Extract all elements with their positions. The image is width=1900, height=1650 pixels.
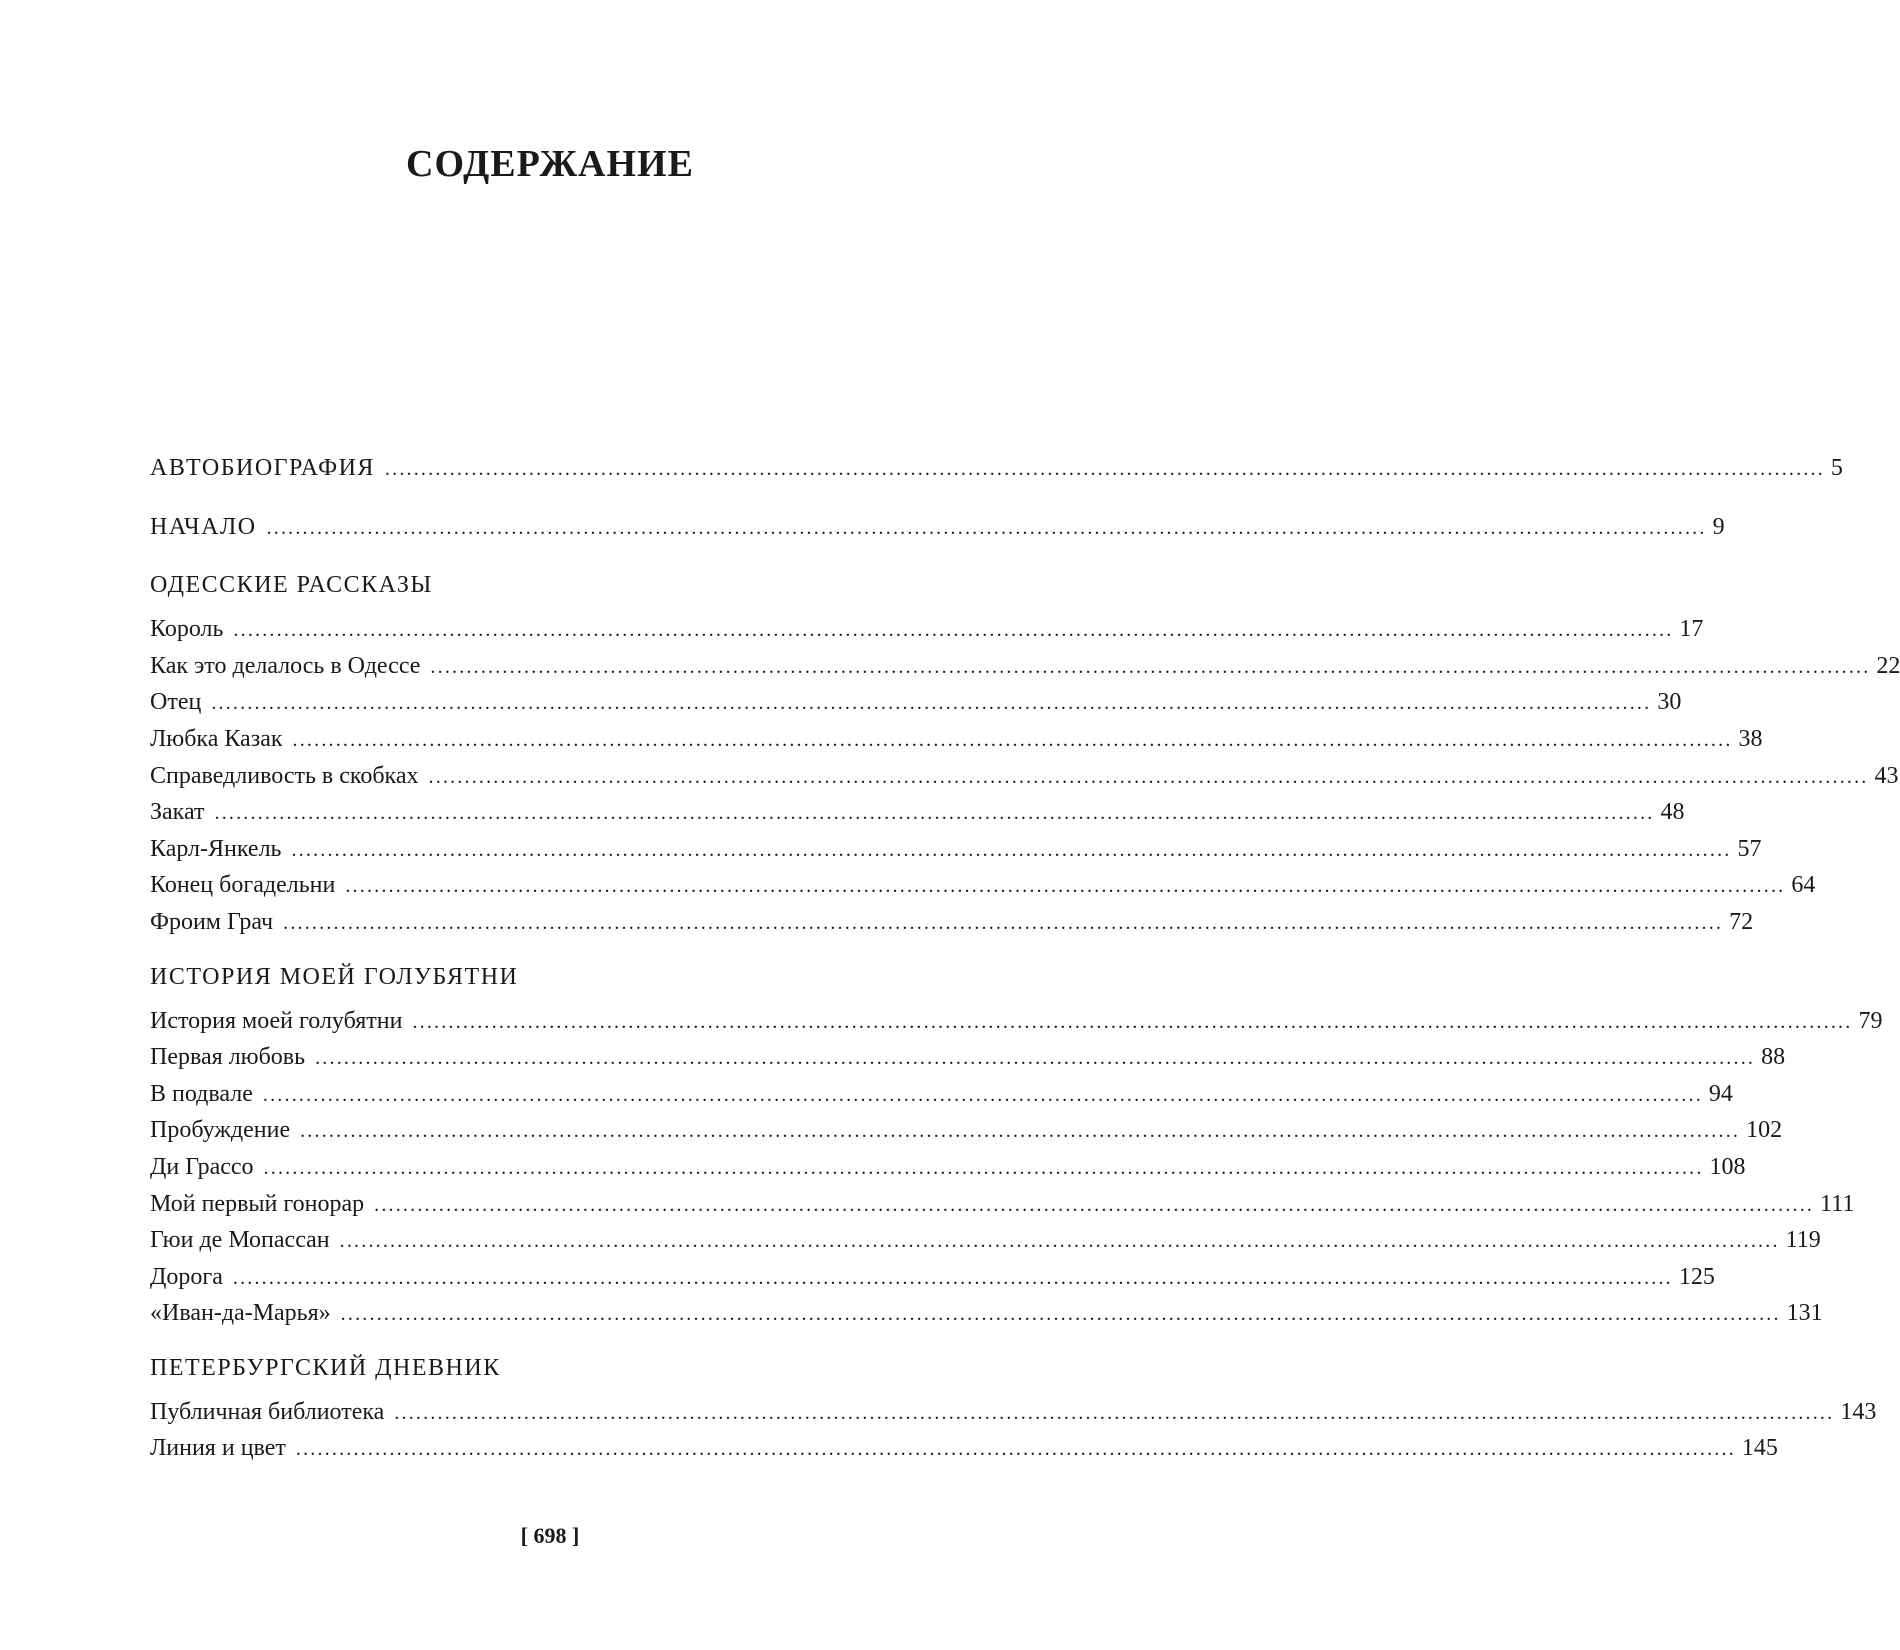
toc-entry-label: Закат bbox=[150, 799, 205, 826]
toc-entry-page: 94 bbox=[1708, 1080, 1733, 1107]
section-heading-petersburg-diary: ПЕТЕРБУРГСКИЙ ДНЕВНИК bbox=[150, 1354, 501, 1381]
dot-leader: ........................................................................................................................................................................................................ bbox=[339, 1230, 1780, 1253]
section-heading-dovecote: ИСТОРИЯ МОЕЙ ГОЛУБЯТНИ bbox=[150, 963, 519, 990]
dot-leader: ........................................................................................................................................................................................................ bbox=[315, 1047, 1756, 1070]
page-title: СОДЕРЖАНИЕ bbox=[406, 143, 694, 185]
dot-leader: ........................................................................................................................................................................................................ bbox=[262, 1083, 1703, 1106]
toc-entry bbox=[150, 1394, 1877, 1431]
toc-entry-page: 17 bbox=[1679, 616, 1704, 643]
toc-entry-page: 30 bbox=[1657, 689, 1682, 716]
toc-entry-label: Карл-Янкель bbox=[150, 835, 282, 862]
dot-leader: ........................................................................................................................................................................................................ bbox=[374, 1193, 1815, 1216]
toc-entry-label: Публичная библиотека bbox=[150, 1398, 385, 1425]
toc-entry bbox=[150, 1259, 1715, 1296]
toc-entry-label: Первая любовь bbox=[150, 1044, 306, 1071]
toc-entry-label: Дорога bbox=[150, 1263, 223, 1290]
toc-entry bbox=[150, 1186, 1855, 1223]
toc-entry-label: Линия и цвет bbox=[150, 1435, 286, 1462]
toc-entry-beginning bbox=[150, 509, 1727, 546]
section-entries bbox=[150, 1394, 1877, 1467]
toc-entry-label: Справедливость в скобках bbox=[150, 762, 419, 789]
dot-leader: ........................................................................................................................................................................................................ bbox=[263, 1156, 1704, 1179]
toc-entry-label: Как это делалось в Одессе bbox=[150, 652, 421, 679]
toc-entry-page: 131 bbox=[1786, 1300, 1823, 1327]
toc-entry-label: Конец богадельни bbox=[150, 872, 336, 899]
dot-leader: ........................................................................................................................................................................................................ bbox=[266, 516, 1707, 539]
dot-leader: ........................................................................................................................................................................................................ bbox=[345, 875, 1786, 898]
table-of-contents bbox=[150, 450, 1900, 1467]
toc-entry bbox=[150, 794, 1685, 831]
toc-entry-label: Король bbox=[150, 616, 224, 643]
toc-entry-page: 125 bbox=[1678, 1263, 1715, 1290]
toc-entry-label: История моей голубятни bbox=[150, 1007, 403, 1034]
dot-leader: ........................................................................................................................................................................................................ bbox=[295, 1438, 1736, 1461]
toc-entry-label: АВТОБИОГРАФИЯ bbox=[150, 455, 375, 481]
toc-entry bbox=[150, 831, 1762, 868]
toc-entry-autobiography bbox=[150, 450, 1845, 487]
toc-entry bbox=[150, 1430, 1778, 1467]
dot-leader: ........................................................................................................................................................................................................ bbox=[300, 1120, 1741, 1143]
toc-entry-page: 72 bbox=[1729, 908, 1754, 935]
dot-leader: ........................................................................................................................................................................................................ bbox=[214, 802, 1655, 825]
toc-entry-page: 57 bbox=[1737, 835, 1762, 862]
dot-leader: ........................................................................................................................................................................................................ bbox=[232, 1266, 1673, 1289]
toc-entry bbox=[150, 867, 1816, 904]
dot-leader: ........................................................................................................................................................................................................ bbox=[428, 765, 1869, 788]
toc-entry-label: Отец bbox=[150, 689, 202, 716]
dot-leader: ........................................................................................................................................................................................................ bbox=[394, 1401, 1835, 1424]
dot-leader: ........................................................................................................................................................................................................ bbox=[233, 619, 1674, 642]
toc-entry bbox=[150, 611, 1704, 648]
toc-entry-page: 9 bbox=[1712, 513, 1727, 540]
toc-entry-page: 102 bbox=[1746, 1117, 1783, 1144]
toc-entry-page: 88 bbox=[1761, 1044, 1786, 1071]
toc-entry-page: 43 bbox=[1874, 762, 1899, 789]
toc-entry bbox=[150, 1039, 1786, 1076]
section-heading-odessa-stories: ОДЕССКИЕ РАССКАЗЫ bbox=[150, 572, 433, 599]
toc-entry bbox=[150, 1003, 1883, 1040]
toc-entry-page: 108 bbox=[1709, 1153, 1746, 1180]
toc-entry-page: 79 bbox=[1858, 1007, 1883, 1034]
toc-entry bbox=[150, 1222, 1821, 1259]
toc-entry-page: 48 bbox=[1660, 799, 1685, 826]
toc-entry-page: 143 bbox=[1840, 1398, 1877, 1425]
toc-entry-label: «Иван-да-Марья» bbox=[150, 1300, 331, 1327]
dot-leader: ........................................................................................................................................................................................................ bbox=[384, 458, 1825, 480]
toc-entry bbox=[150, 1295, 1823, 1332]
toc-entry-label: Гюи де Мопассан bbox=[150, 1227, 330, 1254]
toc-entry-label: Ди Грассо bbox=[150, 1153, 254, 1180]
toc-entry-label: Любка Казак bbox=[150, 725, 283, 752]
toc-entry-page: 38 bbox=[1738, 725, 1763, 752]
toc-entry-page: 5 bbox=[1830, 455, 1845, 481]
toc-entry-label: НАЧАЛО bbox=[150, 513, 257, 540]
toc-entry-label: Фроим Грач bbox=[150, 908, 274, 935]
dot-leader: ........................................................................................................................................................................................................ bbox=[430, 655, 1871, 678]
section-entries bbox=[150, 1003, 1883, 1332]
dot-leader: ........................................................................................................................................................................................................ bbox=[340, 1303, 1781, 1326]
toc-entry bbox=[150, 1076, 1733, 1113]
toc-entry-page: 119 bbox=[1785, 1227, 1821, 1254]
dot-leader: ........................................................................................................................................................................................................ bbox=[211, 692, 1652, 715]
toc-entry-label: В подвале bbox=[150, 1080, 253, 1107]
toc-entry-page: 111 bbox=[1820, 1190, 1855, 1217]
toc-entry-page: 145 bbox=[1741, 1435, 1778, 1462]
dot-leader: ........................................................................................................................................................................................................ bbox=[412, 1010, 1853, 1033]
toc-entry bbox=[150, 648, 1900, 685]
dot-leader: ........................................................................................................................................................................................................ bbox=[291, 838, 1732, 861]
dot-leader: ........................................................................................................................................................................................................ bbox=[283, 911, 1724, 934]
page-number: [ 698 ] bbox=[520, 1523, 580, 1548]
toc-entry-label: Пробуждение bbox=[150, 1117, 291, 1144]
section-entries bbox=[150, 611, 1900, 940]
toc-entry bbox=[150, 904, 1754, 941]
toc-entry bbox=[150, 1149, 1746, 1186]
toc-entry-page: 22 bbox=[1876, 652, 1900, 679]
toc-entry-page: 64 bbox=[1791, 872, 1816, 899]
toc-entry bbox=[150, 721, 1763, 758]
toc-entry-label: Мой первый гонорар bbox=[150, 1190, 365, 1217]
toc-entry bbox=[150, 1112, 1783, 1149]
dot-leader: ........................................................................................................................................................................................................ bbox=[292, 728, 1733, 751]
toc-entry bbox=[150, 758, 1899, 795]
toc-entry bbox=[150, 684, 1682, 721]
